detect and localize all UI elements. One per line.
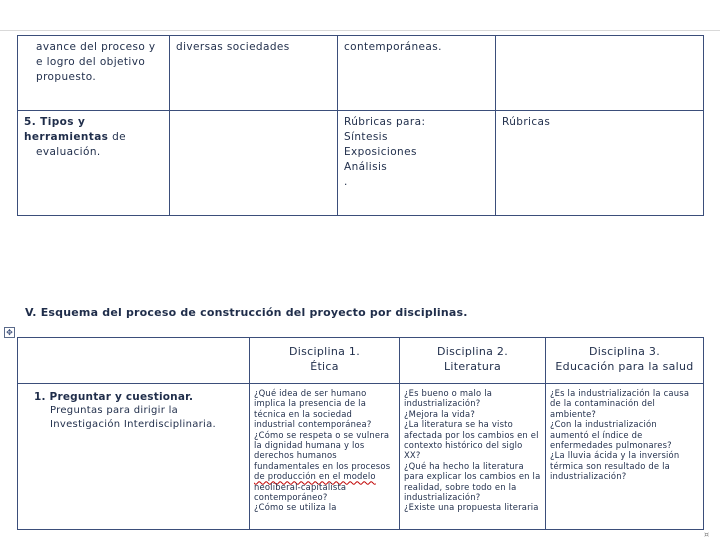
question-line: ¿Qué idea de ser humano [254,388,367,398]
question-line: térmica son resultado de la [550,460,670,471]
question-line: para explicar los cambios en la [404,471,541,482]
question-line: ambiente? [550,408,597,419]
table-cell: contemporáneas. [338,36,496,111]
step-title: 1. Preguntar y cuestionar. [34,391,194,403]
question-line: enfermedades pulmonares? [550,440,672,451]
table-row [18,111,704,216]
question-line: ¿Es la industrialización la causa [550,388,690,398]
disciplines-table [17,337,704,530]
question-line: de la contaminación del [550,398,656,409]
header-cell [400,338,546,384]
question-line: industrialización? [404,398,481,409]
table-cell [18,111,170,216]
step-subtitle: Preguntas para dirigir la [50,405,179,416]
question-line: ¿Cómo se respeta o se vulnera [254,429,390,440]
cell-line: Análisis [344,161,388,173]
table-cell [18,384,250,530]
header-cell [546,338,704,384]
question-line: ¿La lluvia ácida y la inversión [550,450,680,461]
header-cell [18,338,250,384]
question-line: contemporáneo? [254,492,328,503]
question-line: ¿Cómo se utiliza la [254,502,337,513]
question-line: contexto histórico del siglo XX? [404,440,523,461]
cell-line: evaluación. [36,146,101,158]
question-line: industrialización? [550,471,627,482]
cell-line: . [344,176,348,188]
table-move-handle-icon[interactable]: ✥ [4,327,15,338]
question-line: técnica en la sociedad [254,408,353,419]
paragraph-mark-icon: ¤ [704,530,710,539]
header-line: Disciplina 3. [588,345,661,358]
cell-line: Rúbricas para: [344,116,426,128]
question-line: ¿Existe una propuesta literaria [404,502,539,513]
table-cell [170,111,338,216]
question-line: de producción en el modelo [254,471,376,482]
question-line: ¿Con la industrialización [550,419,657,430]
table-cell: diversas sociedades [170,36,338,111]
question-line: neoliberal-capitalista [254,481,347,492]
cell-line: propuesto. [36,71,97,83]
question-line: ¿Mejora la vida? [404,408,476,419]
question-line: ¿Qué ha hecho la literatura [404,460,524,471]
header-line: Disciplina 1. [288,345,361,358]
cell-line: avance del proceso y [36,41,156,53]
row-heading-rest: de [108,131,127,143]
evaluation-table [17,35,704,216]
cell-line: Síntesis [344,131,388,143]
question-line: realidad, sobre todo en la [404,481,517,492]
header-line: Educación para la salud [555,360,694,373]
section-title: V. Esquema del proceso de construcción del proyecto por disciplinas. [25,306,468,319]
question-line: ¿La literatura se ha visto [404,419,513,430]
question-line: industrial contemporánea? [254,419,372,430]
cell-line: Exposiciones [344,146,417,158]
question-line: fundamentales en los procesos [254,460,391,471]
table-row [18,384,704,530]
question-line: afectada por los cambios en el [404,429,539,440]
header-line: Ética [310,360,339,373]
table-cell [496,36,704,111]
table-cell [338,111,496,216]
step-subtitle: Investigación Interdisciplinaria. [50,419,217,430]
page-top-band [0,0,720,31]
header-line: Literatura [443,360,502,373]
table-cell: Rúbricas [496,111,704,216]
table-cell [546,384,704,530]
cell-line: e logro del objetivo [36,56,146,68]
table-cell [250,384,400,530]
question-line: industrialización? [404,492,481,503]
table-row [18,36,704,111]
question-line: implica la presencia de la [254,398,367,409]
header-cell [250,338,400,384]
row-heading: 5. Tipos y herramientas [24,116,109,143]
question-line: ¿Es bueno o malo la [404,388,493,398]
table-header-row [18,338,704,384]
table-cell [18,36,170,111]
question-line: la dignidad humana y los [254,440,365,451]
cell-line [24,116,126,143]
header-line: Disciplina 2. [436,345,509,358]
table-cell [400,384,546,530]
question-line: aumentó el índice de [550,429,643,440]
question-line: derechos humanos [254,450,337,461]
